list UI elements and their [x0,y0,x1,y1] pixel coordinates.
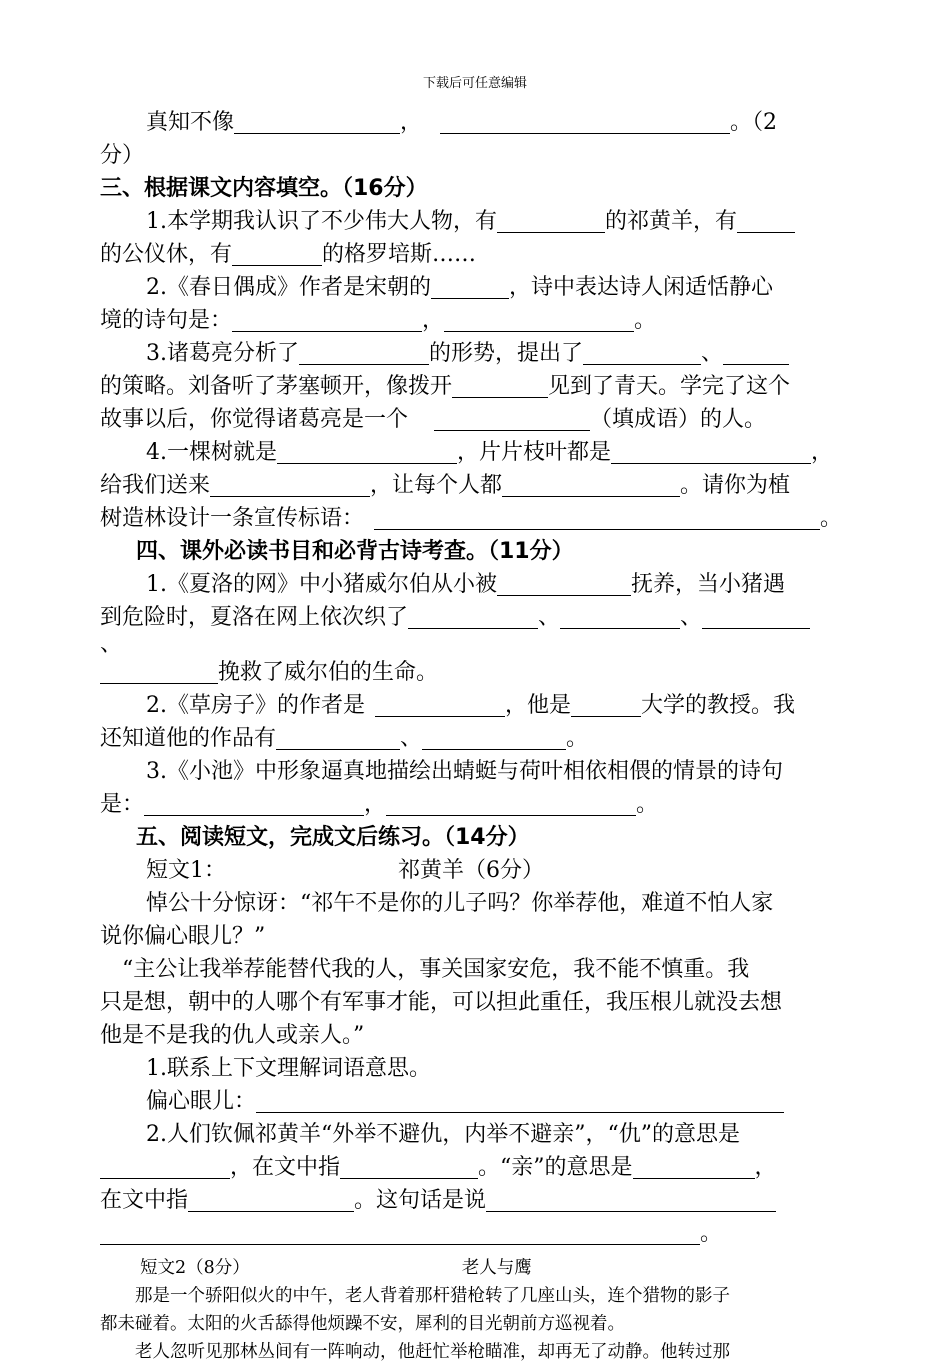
answer-blank[interactable] [234,111,400,134]
section-heading-5: 五、阅读短文，完成文后练习。（14分） [136,825,530,850]
answer-blank[interactable] [100,661,218,684]
text-line: 树造林设计一条宣传标语： 。 [100,506,843,531]
text-line: 到危险时，夏洛在网上依次织了 、 、 [100,601,845,634]
text-line: 4.一棵树就是 ，片片枝叶都是 ， [146,440,834,465]
text-line: 给我们送来 ，让每个人都 。请你为植 [100,473,791,498]
answer-blank[interactable] [100,1222,700,1245]
answer-blank[interactable] [440,111,730,134]
exercise-line: 1.联系上下文理解词语意思。 [146,1056,431,1081]
answer-blank[interactable] [633,1156,755,1179]
exercise-line: 。 [100,1217,845,1250]
text-line: 挽救了威尔伯的生命。 [100,656,845,689]
text-line: 1.本学期我认识了不少伟大人物，有 的祁黄羊，有 [100,205,845,238]
answer-blank[interactable] [431,276,509,299]
answer-blank[interactable] [256,1090,784,1113]
text-line: 、 [100,634,123,656]
text-line: 境的诗句是： ， 。 [100,308,657,333]
text-line: 真知不像 ， 。（2 [146,110,778,135]
worksheet-content [100,106,845,1366]
answer-blank[interactable] [502,474,680,497]
section-heading-3: 三、根据课文内容填空。（16分） [100,176,428,201]
answer-blank[interactable] [386,793,636,816]
answer-blank[interactable] [375,694,505,717]
answer-blank[interactable] [444,309,634,332]
answer-blank[interactable] [340,1156,478,1179]
answer-blank[interactable] [232,243,322,266]
answer-blank[interactable] [702,606,810,629]
passage-line: 老人忽听见那林丛间有一阵响动，他赶忙举枪瞄准，却再无了动静。他转过那 [135,1342,730,1362]
text-line: 3.诸葛亮分析了 的形势，提出了 、 [100,337,845,370]
exercise-line: 2.人们钦佩祁黄羊“外举不避仇，内举不避亲”，“仇”的意思是 [146,1122,740,1147]
text-line: 1.《夏洛的网》中小猪威尔伯从小被 抚养，当小猪遇 [146,572,786,597]
answer-blank[interactable] [100,1156,230,1179]
text-line: 2.《草房子》的作者是 ，他是 大学的教授。我 [146,693,796,718]
section-heading-4: 四、课外必读书目和必背古诗考查。（11分） [136,539,574,564]
passage-line: 悼公十分惊讶：“祁午不是你的儿子吗？你举荐他，难道不怕人家 [146,891,774,916]
answer-blank[interactable] [188,1189,354,1212]
text-line: 故事以后，你觉得诸葛亮是一个 （填成语）的人。 [100,407,767,432]
answer-blank[interactable] [497,573,631,596]
answer-blank[interactable] [571,694,641,717]
passage-line: 说你偏心眼儿？” [100,924,266,949]
text-line: 的公仪休，有 的格罗培斯…… [100,242,477,267]
answer-blank[interactable] [434,408,590,431]
answer-blank[interactable] [210,474,370,497]
answer-blank[interactable] [583,342,701,365]
passage-line: “主公让我举荐能替代我的人，事关国家安危，我不能不慎重。我 [122,957,750,982]
answer-blank[interactable] [299,342,429,365]
answer-blank[interactable] [611,441,811,464]
passage-line: 他是不是我的仇人或亲人。” [100,1023,365,1048]
passage-1-header: 短文1： 祁黄羊（6分） [146,858,544,883]
answer-blank[interactable] [422,727,566,750]
answer-blank[interactable] [737,210,795,233]
text-line: 分） [100,143,145,168]
exercise-line: 在文中指 。这句话是说 [100,1184,845,1217]
text-line: 是： ， 。 [100,792,659,817]
answer-blank[interactable] [374,507,820,530]
passage-2-header: 短文2（8分） 老人与鹰 [140,1258,532,1278]
answer-blank[interactable] [452,375,548,398]
answer-blank[interactable] [486,1189,776,1212]
answer-blank[interactable] [276,727,400,750]
exercise-line: ，在文中指 。“亲”的意思是 ， [100,1151,845,1184]
passage-line: 只是想，朝中的人哪个有军事才能，可以担此重任，我压根儿就没去想 [100,990,783,1015]
answer-blank[interactable] [723,342,789,365]
text-line: 还知道他的作品有 、 。 [100,726,589,751]
passage-line: 那是一个骄阳似火的中午，老人背着那杆猎枪转了几座山头，连个猎物的影子 [135,1286,730,1306]
answer-blank[interactable] [144,793,364,816]
text-line: 的策略。刘备听了茅塞顿开，像拨开 见到了青天。学完了这个 [100,374,791,399]
exercise-line: 偏心眼儿： [100,1085,845,1118]
text-line: 3.《小池》中形象逼真地描绘出蜻蜓与荷叶相依相偎的情景的诗句 [146,759,783,784]
answer-blank[interactable] [497,210,605,233]
text-line: 2.《春日偶成》作者是宋朝的 ，诗中表达诗人闲适恬静心 [146,275,774,300]
passage-line: 都未碰着。太阳的火舌舔得他烦躁不安，犀利的目光朝前方巡视着。 [100,1314,625,1334]
answer-blank[interactable] [560,606,680,629]
answer-blank[interactable] [232,309,422,332]
page-header: 下载后可任意编辑 [422,76,527,91]
answer-blank[interactable] [408,606,538,629]
answer-blank[interactable] [277,441,457,464]
